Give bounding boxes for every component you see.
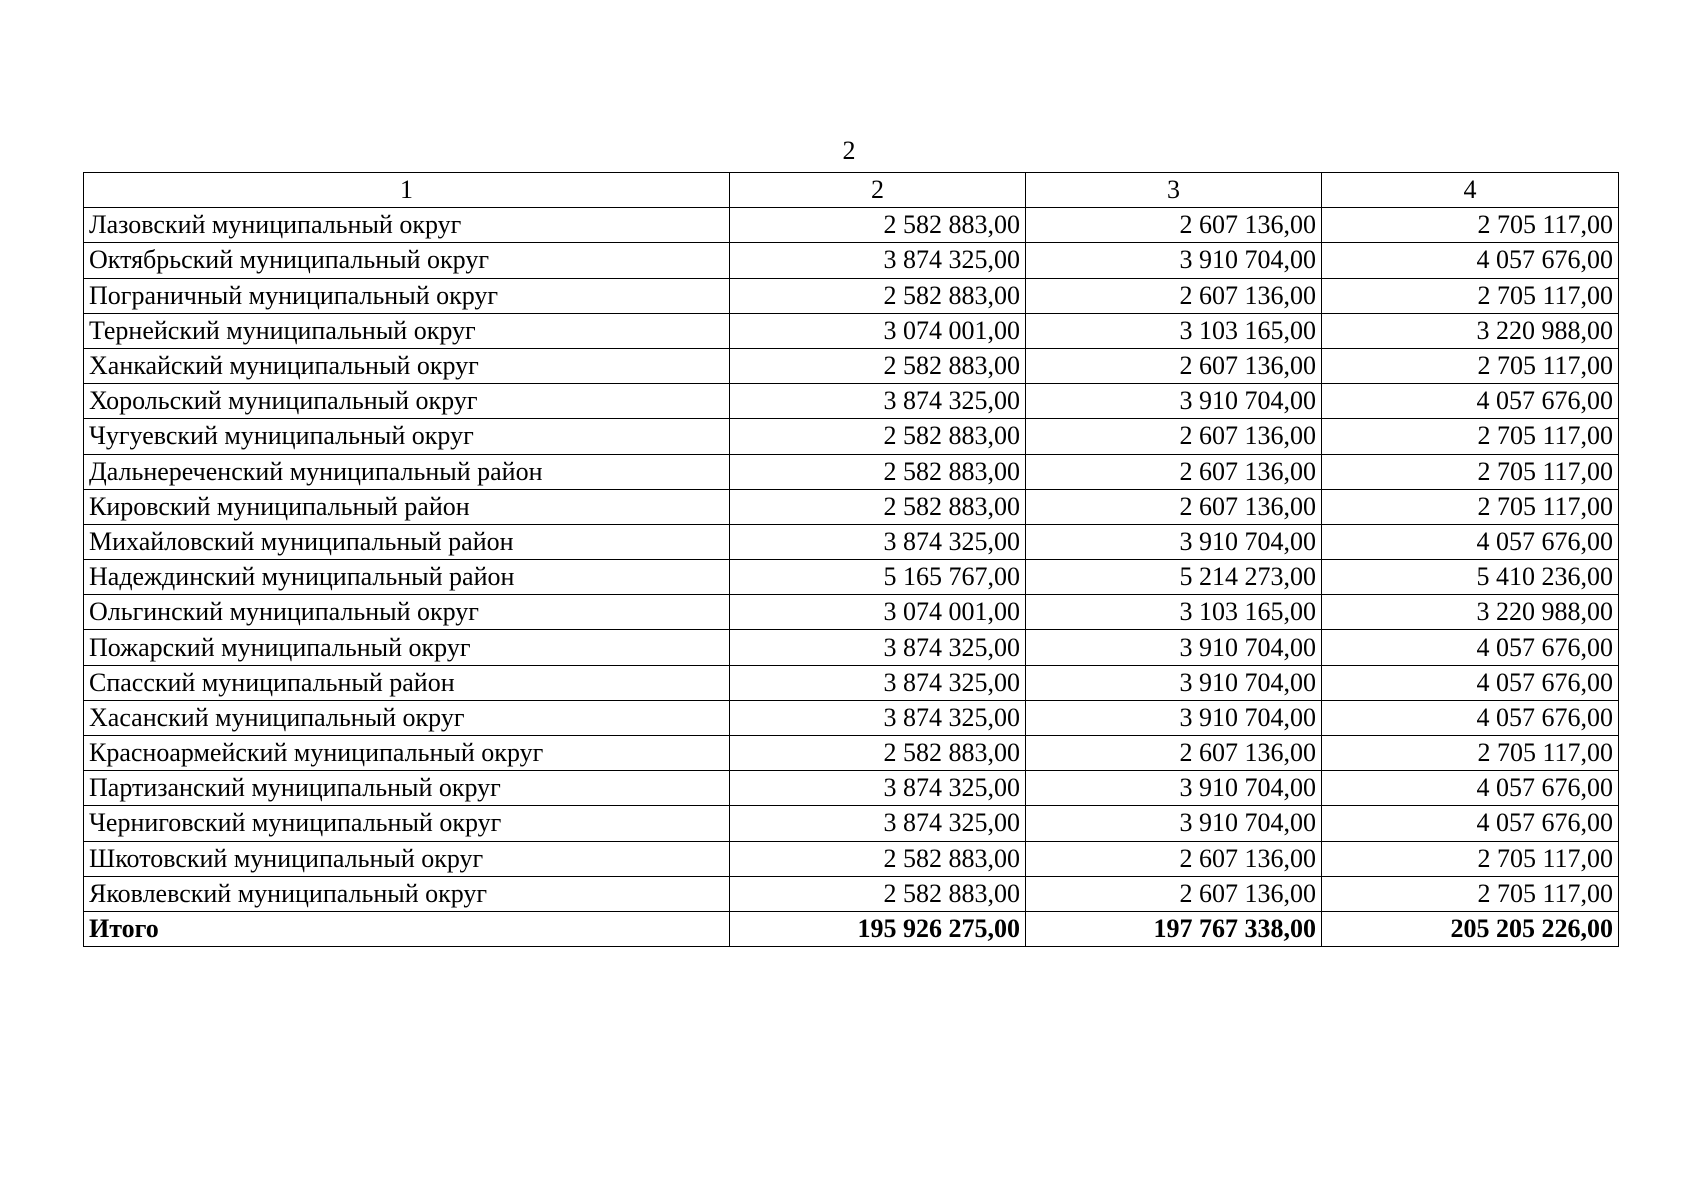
value-col3-cell: 3 910 704,00 [1026, 806, 1322, 841]
value-col3-cell: 2 607 136,00 [1026, 876, 1322, 911]
value-col2-cell: 2 582 883,00 [730, 348, 1026, 383]
table-row [84, 524, 1619, 559]
value-col3-cell: 3 910 704,00 [1026, 630, 1322, 665]
value-col4-cell: 4 057 676,00 [1322, 524, 1619, 559]
municipality-name-cell: Тернейский муниципальный округ [84, 313, 730, 348]
value-col4-cell: 4 057 676,00 [1322, 771, 1619, 806]
municipality-name-cell: Ханкайский муниципальный округ [84, 348, 730, 383]
table-row [84, 454, 1619, 489]
page-number: 2 [842, 136, 856, 165]
value-col4-cell: 2 705 117,00 [1322, 489, 1619, 524]
total-row [84, 911, 1619, 946]
value-col4-cell: 2 705 117,00 [1322, 736, 1619, 771]
value-col4-cell: 2 705 117,00 [1322, 278, 1619, 313]
value-col2-cell: 3 874 325,00 [730, 630, 1026, 665]
value-col4-cell: 2 705 117,00 [1322, 876, 1619, 911]
value-col3-cell: 2 607 136,00 [1026, 208, 1322, 243]
value-col2-cell: 5 165 767,00 [730, 560, 1026, 595]
value-col4-cell: 4 057 676,00 [1322, 630, 1619, 665]
column-number-4: 4 [1322, 173, 1619, 208]
value-col3-cell: 3 910 704,00 [1026, 524, 1322, 559]
allocation-table [83, 172, 1619, 947]
table-row [84, 384, 1619, 419]
value-col3-cell: 3 910 704,00 [1026, 700, 1322, 735]
table-row [84, 771, 1619, 806]
value-col2-cell: 3 074 001,00 [730, 313, 1026, 348]
value-col3-cell: 2 607 136,00 [1026, 348, 1322, 383]
value-col2-cell: 3 874 325,00 [730, 384, 1026, 419]
table-row [84, 208, 1619, 243]
municipality-name-cell: Чугуевский муниципальный округ [84, 419, 730, 454]
value-col2-cell: 2 582 883,00 [730, 841, 1026, 876]
value-col4-cell: 2 705 117,00 [1322, 419, 1619, 454]
municipality-name-cell: Михайловский муниципальный район [84, 524, 730, 559]
table-row [84, 806, 1619, 841]
municipality-name-cell: Партизанский муниципальный округ [84, 771, 730, 806]
value-col2-cell: 3 874 325,00 [730, 665, 1026, 700]
value-col2-cell: 2 582 883,00 [730, 419, 1026, 454]
municipality-name-cell: Шкотовский муниципальный округ [84, 841, 730, 876]
municipality-name-cell: Лазовский муниципальный округ [84, 208, 730, 243]
table-row [84, 560, 1619, 595]
municipality-name-cell: Октябрьский муниципальный округ [84, 243, 730, 278]
table-row [84, 489, 1619, 524]
value-col2-cell: 3 874 325,00 [730, 771, 1026, 806]
table-row [84, 876, 1619, 911]
value-col2-cell: 3 874 325,00 [730, 806, 1026, 841]
municipality-name-cell: Яковлевский муниципальный округ [84, 876, 730, 911]
municipality-name-cell: Пожарский муниципальный округ [84, 630, 730, 665]
municipality-name-cell: Дальнереченский муниципальный район [84, 454, 730, 489]
value-col4-cell: 5 410 236,00 [1322, 560, 1619, 595]
municipality-name-cell: Надеждинский муниципальный район [84, 560, 730, 595]
value-col3-cell: 3 103 165,00 [1026, 595, 1322, 630]
value-col3-cell: 3 910 704,00 [1026, 384, 1322, 419]
municipality-name-cell: Пограничный муниципальный округ [84, 278, 730, 313]
value-col2-cell: 2 582 883,00 [730, 876, 1026, 911]
value-col3-cell: 2 607 136,00 [1026, 419, 1322, 454]
value-col4-cell: 2 705 117,00 [1322, 841, 1619, 876]
total-value-col3: 197 767 338,00 [1026, 911, 1322, 946]
value-col4-cell: 4 057 676,00 [1322, 806, 1619, 841]
value-col4-cell: 4 057 676,00 [1322, 665, 1619, 700]
total-value-col2: 195 926 275,00 [730, 911, 1026, 946]
municipality-name-cell: Хасанский муниципальный округ [84, 700, 730, 735]
table-row [84, 313, 1619, 348]
column-number-2: 2 [730, 173, 1026, 208]
table-row [84, 419, 1619, 454]
total-label: Итого [84, 911, 730, 946]
municipality-name-cell: Ольгинский муниципальный округ [84, 595, 730, 630]
table-row [84, 736, 1619, 771]
table-body [84, 208, 1619, 912]
table-row [84, 243, 1619, 278]
municipality-name-cell: Хорольский муниципальный округ [84, 384, 730, 419]
value-col2-cell: 2 582 883,00 [730, 489, 1026, 524]
value-col3-cell: 2 607 136,00 [1026, 489, 1322, 524]
municipality-name-cell: Красноармейский муниципальный округ [84, 736, 730, 771]
value-col2-cell: 3 074 001,00 [730, 595, 1026, 630]
table-row [84, 278, 1619, 313]
column-number-header-row [84, 173, 1619, 208]
value-col4-cell: 4 057 676,00 [1322, 384, 1619, 419]
value-col2-cell: 2 582 883,00 [730, 208, 1026, 243]
municipality-name-cell: Черниговский муниципальный округ [84, 806, 730, 841]
total-value-col4: 205 205 226,00 [1322, 911, 1619, 946]
value-col2-cell: 3 874 325,00 [730, 524, 1026, 559]
value-col3-cell: 2 607 136,00 [1026, 841, 1322, 876]
table-row [84, 665, 1619, 700]
value-col2-cell: 2 582 883,00 [730, 454, 1026, 489]
municipality-name-cell: Кировский муниципальный район [84, 489, 730, 524]
table-row [84, 700, 1619, 735]
value-col3-cell: 5 214 273,00 [1026, 560, 1322, 595]
table-row [84, 841, 1619, 876]
column-number-1: 1 [84, 173, 730, 208]
value-col4-cell: 3 220 988,00 [1322, 313, 1619, 348]
table-row [84, 630, 1619, 665]
value-col2-cell: 3 874 325,00 [730, 243, 1026, 278]
value-col3-cell: 3 910 704,00 [1026, 771, 1322, 806]
value-col4-cell: 4 057 676,00 [1322, 243, 1619, 278]
table-row [84, 595, 1619, 630]
value-col2-cell: 2 582 883,00 [730, 736, 1026, 771]
value-col3-cell: 2 607 136,00 [1026, 736, 1322, 771]
value-col4-cell: 4 057 676,00 [1322, 700, 1619, 735]
value-col2-cell: 2 582 883,00 [730, 278, 1026, 313]
column-number-3: 3 [1026, 173, 1322, 208]
table-row [84, 348, 1619, 383]
value-col3-cell: 3 910 704,00 [1026, 665, 1322, 700]
value-col3-cell: 2 607 136,00 [1026, 454, 1322, 489]
value-col3-cell: 3 103 165,00 [1026, 313, 1322, 348]
value-col4-cell: 2 705 117,00 [1322, 348, 1619, 383]
value-col4-cell: 2 705 117,00 [1322, 208, 1619, 243]
value-col2-cell: 3 874 325,00 [730, 700, 1026, 735]
value-col3-cell: 2 607 136,00 [1026, 278, 1322, 313]
value-col4-cell: 3 220 988,00 [1322, 595, 1619, 630]
municipality-name-cell: Спасский муниципальный район [84, 665, 730, 700]
value-col4-cell: 2 705 117,00 [1322, 454, 1619, 489]
value-col3-cell: 3 910 704,00 [1026, 243, 1322, 278]
